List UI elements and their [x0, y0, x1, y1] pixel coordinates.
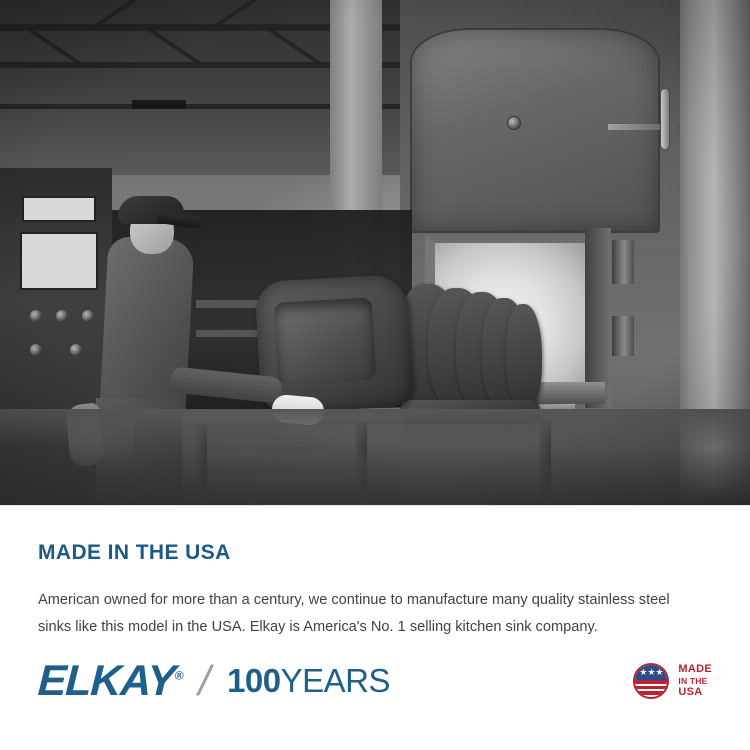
- elkay-logo-wordmark[interactable]: [37, 657, 185, 706]
- panel-knob-icon: [30, 344, 42, 356]
- furnace-frame-edge: [585, 228, 611, 408]
- factory-floor: [0, 409, 750, 505]
- usa-flag-circle-icon: [633, 663, 669, 699]
- panel-knob-icon: [56, 310, 68, 322]
- furnace-side-bracket: [612, 316, 634, 356]
- body-paragraph: American owned for more than a century, we continue to manufacture many quality stainless steel sinks like this model in the USA. Elkay is America's No. 1 selling kitchen sink company.: [38, 592, 670, 635]
- flag-stripe: [635, 680, 667, 684]
- anniversary-number: 100: [227, 662, 281, 699]
- furnace-door-bolt-icon: [507, 116, 521, 130]
- stacked-sink-blank: [506, 304, 542, 408]
- badge-line-3: USA: [678, 686, 703, 698]
- panel-knob-icon: [30, 310, 42, 322]
- anniversary-word: YEARS: [280, 662, 390, 699]
- badge-line-1: MADE: [678, 663, 712, 676]
- brand-separator-slash: /: [194, 657, 217, 704]
- made-in-usa-label: [678, 663, 712, 699]
- furnace-door: [410, 28, 660, 233]
- panel-gauge-display: [22, 196, 96, 222]
- content-top-divider: [0, 505, 750, 506]
- made-in-usa-badge: [633, 663, 712, 699]
- panel-knob-icon: [70, 344, 82, 356]
- anniversary-lockup: [227, 662, 390, 700]
- flag-stars: ★★★: [639, 667, 664, 677]
- flag-stripe: [635, 686, 667, 690]
- ceiling-lamp-fixture: [132, 100, 186, 109]
- flag-stripe: [635, 691, 667, 695]
- furnace-side-bracket: [612, 240, 634, 284]
- badge-line-2: IN THE: [678, 675, 708, 686]
- panel-chart-recorder: [20, 232, 98, 290]
- footer-bar: [0, 630, 750, 750]
- page-title: MADE IN THE USA: [38, 541, 231, 564]
- elkay-logo-text: ELKAY: [36, 656, 176, 705]
- registered-trademark-icon: ®: [174, 668, 185, 683]
- text-content-area: [0, 505, 750, 750]
- brand-lockup[interactable]: [38, 657, 390, 706]
- sink-basin-bowl: [274, 297, 376, 384]
- panel-knob-icon: [82, 310, 94, 322]
- furnace-door-handle: [660, 88, 670, 150]
